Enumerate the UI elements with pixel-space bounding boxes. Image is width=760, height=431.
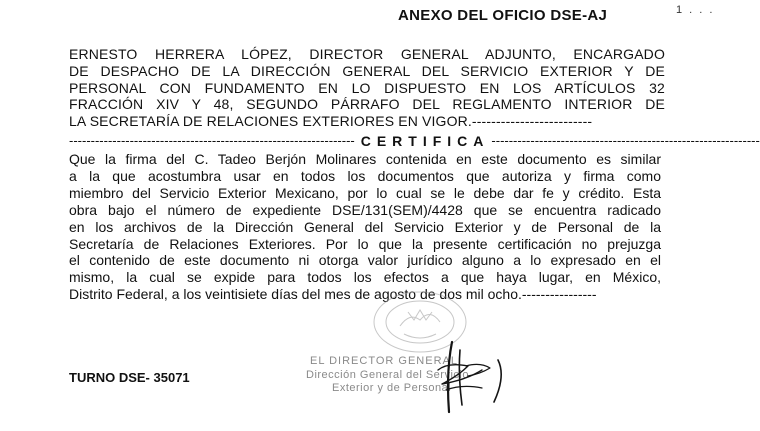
body-line: Distrito Federal, a los veintisiete días del mes de agosto de dos mil ocho.---------------- <box>69 286 597 303</box>
header-line: LA SECRETARÍA DE RELACIONES EXTERIORES EN VIGOR.------------------------- <box>69 113 593 130</box>
body-line: el contenido de este documento ni otorga valor jurídico alguno a lo expresado en el <box>69 252 661 269</box>
stamp-line: Dirección General del Servicio <box>306 368 469 381</box>
body-line: mismo, la cual se expide para todos los efectos a que haya lugar, en México, <box>69 269 661 286</box>
body-line: Secretaría de Relaciones Exteriores. Por lo que la presente certificación no prejuzga <box>69 235 661 252</box>
header-line: PERSONAL CON FUNDAMENTO EN LO DISPUESTO EN LOS ARTÍCULOS 32 <box>69 79 665 96</box>
body-line: miembro del Servicio Exterior Mexicano, por lo cual se le debe dar fe y crédito. Esta <box>69 184 661 201</box>
body-line: a la que acostumbra usar en todos los documentos que autoriza y firma como <box>69 167 661 184</box>
annex-title: ANEXO DEL OFICIO DSE-AJ <box>398 7 608 24</box>
certifica-title: CERTIFICA <box>360 133 490 149</box>
certification-body <box>69 151 661 303</box>
dash-rule-right: -------------------------------------------------------------- <box>491 133 760 148</box>
header-line: FRACCIÓN XIV Y 48, SEGUNDO PÁRRAFO DEL REGLAMENTO INTERIOR DE <box>69 96 665 113</box>
stamp-line: Exterior y de Personal <box>332 382 452 394</box>
header-line: ERNESTO HERRERA LÓPEZ, DIRECTOR GENERAL ADJUNTO, ENCARGADO <box>69 46 665 62</box>
dash-rule-left: ------------------------------------------------------------------ <box>69 133 355 148</box>
body-line: Que la firma del C. Tadeo Berjón Molinares contenida en este documento es similar <box>69 151 661 167</box>
stamp-line: EL DIRECTOR GENERAL <box>310 355 458 367</box>
body-line: obra bajo el número de expediente DSE/131(SEM)/4428 que se encuentra radicado <box>69 201 661 218</box>
turno-reference: TURNO DSE- 35071 <box>69 370 190 385</box>
header-line: DE DESPACHO DE LA DIRECCIÓN GENERAL DEL SERVICIO EXTERIOR Y DE <box>69 62 665 79</box>
handwritten-signature <box>380 330 530 425</box>
body-line: en los archivos de la Dirección General del Servicio Exterior y de Personal de la <box>69 218 661 235</box>
official-header <box>69 46 665 130</box>
annex-number: 1 . . . <box>676 4 715 16</box>
certifica-heading <box>69 133 760 149</box>
